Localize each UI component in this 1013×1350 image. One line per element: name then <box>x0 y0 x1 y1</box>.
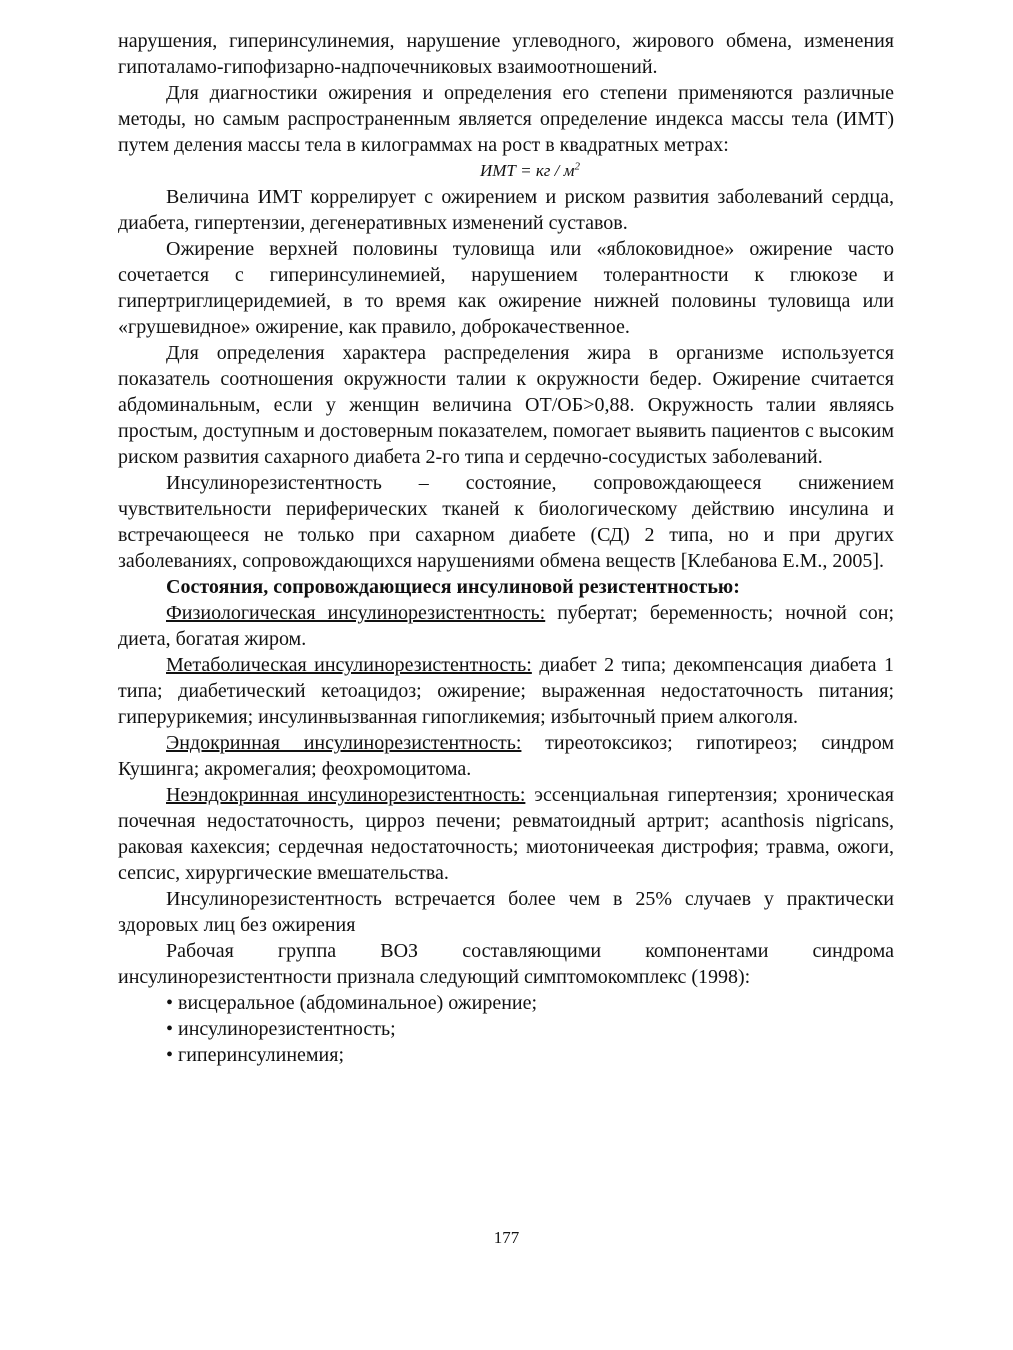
item-nonendocrine <box>118 782 894 886</box>
paragraph-waist-hip: Для определения характера распределения жира в организме используется показатель соотношения окружности талии к окружности бедер. Ожирение считается абдоминальным, если у женщин величина ОТ/ОБ>0,88. Окружность талии являясь простым, доступным и достоверным показателем, помогает выявить пациентов с высоким риском развития сахарного диабета 2-го типа и сердечно-сосудистых заболеваний. <box>118 342 894 468</box>
paragraph-insulin-resistance: Инсулинорезистентность – состояние, сопровождающееся снижением чувствительности периферических тканей к биологическому действию инсулина и встречающееся не только при сахарном диабете (СД) 2 типа, но и при других заболеваниях, сопровождающихся нарушениями обмена веществ [Клебанова Е.М., 2005]. <box>118 472 894 572</box>
section-heading: Состояния, сопровождающиеся инсулиновой резистентностью: <box>166 576 740 598</box>
paragraph-prevalence: Инсулинорезистентность встречается более чем в 25% случаев у практически здоровых лиц без ожирения <box>118 888 894 936</box>
item-endocrine <box>118 730 894 782</box>
formula-text: ИМТ = кг / м <box>479 161 575 180</box>
item-physiological-text: пубертат; беременность; ночной сон; диета, богатая жиром. <box>118 602 894 650</box>
item-physiological <box>118 600 894 652</box>
item-endocrine-label: Эндокринная инсулинорезистентность: <box>166 732 522 754</box>
bullet-item: • висцеральное (абдоминальное) ожирение; <box>166 992 538 1014</box>
paragraph-bmi-correlation: Величина ИМТ коррелирует с ожирением и риском развития заболеваний сердца, диабета, гипертензии, дегенеративных изменений суставов. <box>118 186 894 234</box>
item-nonendocrine-label: Неэндокринная инсулинорезистентность: <box>166 784 526 806</box>
page-number: 177 <box>493 1228 520 1247</box>
paragraph-bmi-intro: Для диагностики ожирения и определения его степени применяются различные методы, но самым распространенным является определение индекса массы тела (ИМТ) путем деления массы тела в килограммах на рост в квадратных метрах: <box>118 82 894 156</box>
paragraph-who-group: Рабочая группа ВОЗ составляющими компонентами синдрома инсулинорезистентности признала следующий симптомокомплекс (1998): <box>118 940 894 988</box>
body-text <box>118 28 894 1068</box>
item-metabolic <box>118 652 894 730</box>
paragraph-obesity-types: Ожирение верхней половины туловища или «яблоковидное» ожирение часто сочетается с гиперинсулинемией, нарушением толерантности к глюкозе и гипертриглицеридемией, в то время как ожирение нижней половины туловища или «грушевидное» ожирение, как правило, доброкачественное. <box>118 238 894 338</box>
bmi-formula <box>118 158 894 184</box>
item-metabolic-label: Метаболическая инсулинорезистентность: <box>166 654 532 676</box>
item-physiological-label: Физиологическая инсулинорезистентность: <box>166 602 546 624</box>
item-metabolic-text: диабет 2 типа; декомпенсация диабета 1 типа; диабетический кетоацидоз; ожирение; выраженная недостаточность питания; гиперурикемия; инсулинвызванная гипогликемия; избыточный прием алкоголя. <box>118 654 895 728</box>
formula-exponent: 2 <box>574 160 581 173</box>
item-nonendocrine-text: эссенциальная гипертензия; хроническая почечная недостаточность, цирроз печени; ревматоидный артрит; acanthosis nigricans, раковая кахексия; сердечная недостаточность; миотоничеекая дистрофия; травма, ожоги, сепсис, хирургические вмешательства. <box>118 784 894 884</box>
bullet-item: • инсулинорезистентность; <box>166 1018 396 1040</box>
paragraph-continuation: нарушения, гиперинсулинемия, нарушение углеводного, жирового обмена, изменения гипоталамо-гипофизарно-надпочечниковых взаимоотношений. <box>118 30 894 78</box>
item-endocrine-text: тиреотоксикоз; гипотиреоз; синдром Кушинга; акромегалия; феохромоцитома. <box>118 732 894 780</box>
bullet-item: • гиперинсулинемия; <box>166 1044 345 1066</box>
